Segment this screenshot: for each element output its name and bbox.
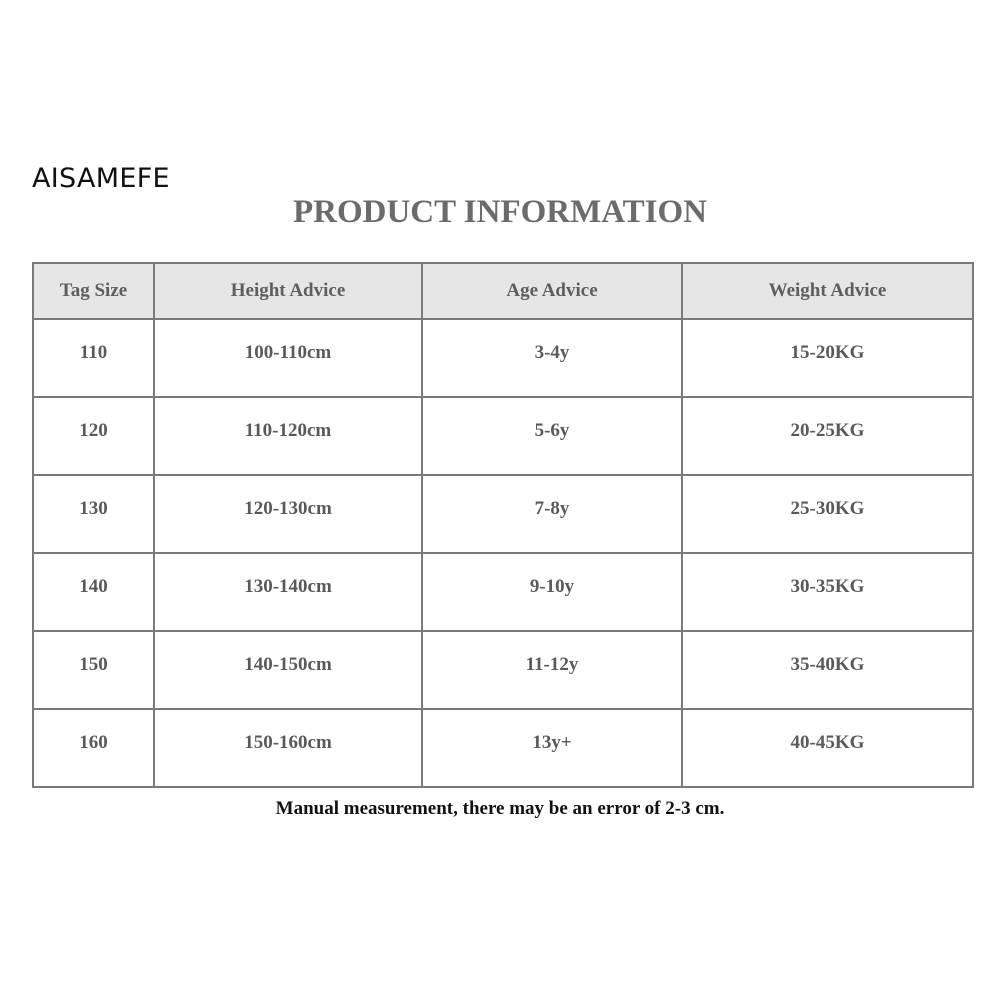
table-row: [33, 709, 973, 787]
cell-text: 13y+: [532, 732, 572, 753]
cell-weight: [682, 319, 973, 397]
cell-text: 9-10y: [529, 576, 575, 597]
cell-weight: [682, 397, 973, 475]
cell-height: [154, 397, 422, 475]
cell-text: 120-130cm: [244, 498, 332, 519]
cell-text: 30-35KG: [790, 576, 865, 597]
cell-text: 7-8y: [534, 498, 570, 519]
cell-weight: [682, 553, 973, 631]
cell-text: 25-30KG: [790, 498, 865, 519]
cell-text: 40-45KG: [790, 732, 865, 753]
cell-height: [154, 709, 422, 787]
cell-text: 5-6y: [534, 420, 570, 441]
cell-text: 35-40KG: [790, 654, 865, 675]
table-row: [33, 553, 973, 631]
cell-text: 100-110cm: [244, 342, 332, 363]
header-tag-size: Tag Size: [33, 263, 154, 319]
cell-age: [422, 553, 682, 631]
cell-tag-size: [33, 397, 154, 475]
table-row: [33, 475, 973, 553]
cell-text: 11-12y: [525, 654, 579, 675]
cell-age: [422, 709, 682, 787]
cell-weight: [682, 475, 973, 553]
cell-text: 120: [79, 420, 108, 441]
cell-age: [422, 631, 682, 709]
table-header-row: [33, 263, 973, 319]
cell-text: 150-160cm: [244, 732, 332, 753]
table-row: [33, 397, 973, 475]
cell-height: [154, 553, 422, 631]
cell-weight: [682, 631, 973, 709]
measurement-note: Manual measurement, there may be an error of 2-3 cm.: [275, 798, 725, 819]
cell-tag-size: [33, 631, 154, 709]
header-height-advice: Height Advice: [154, 263, 422, 319]
cell-height: [154, 319, 422, 397]
size-chart-table: [32, 262, 974, 788]
cell-text: 3-4y: [534, 342, 570, 363]
table-row: [33, 319, 973, 397]
page-title: PRODUCT INFORMATION: [292, 194, 708, 230]
cell-text: 130-140cm: [244, 576, 332, 597]
cell-text: 160: [79, 732, 108, 753]
cell-tag-size: [33, 319, 154, 397]
cell-text: 15-20KG: [790, 342, 865, 363]
cell-text: 140: [79, 576, 108, 597]
cell-text: 110: [79, 342, 108, 363]
header-weight-advice: Weight Advice: [682, 263, 973, 319]
brand-name: AISAMEFE: [32, 163, 170, 194]
cell-text: 110-120cm: [244, 420, 332, 441]
cell-height: [154, 475, 422, 553]
cell-text: 20-25KG: [790, 420, 865, 441]
cell-age: [422, 475, 682, 553]
cell-text: 150: [79, 654, 108, 675]
cell-tag-size: [33, 709, 154, 787]
cell-tag-size: [33, 475, 154, 553]
cell-height: [154, 631, 422, 709]
cell-text: 130: [79, 498, 108, 519]
cell-weight: [682, 709, 973, 787]
cell-age: [422, 319, 682, 397]
cell-text: 140-150cm: [244, 654, 332, 675]
table-row: [33, 631, 973, 709]
cell-age: [422, 397, 682, 475]
cell-tag-size: [33, 553, 154, 631]
header-age-advice: Age Advice: [422, 263, 682, 319]
